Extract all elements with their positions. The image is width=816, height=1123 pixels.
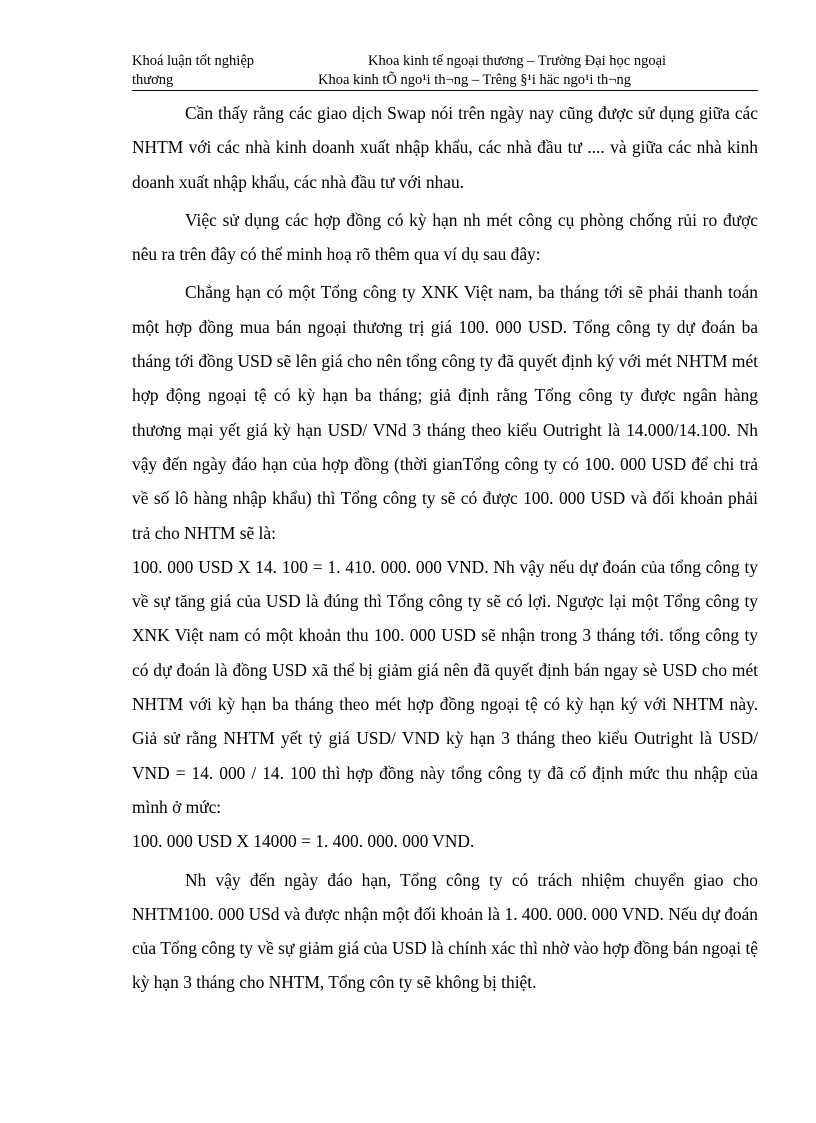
paragraph-forward-contracts-intro: Việc sử dụng các hợp đồng có kỳ hạn nh mét công cụ phòng chống rủi ro được nêu ra trên đây có thể minh hoạ rõ thêm qua ví dụ sau đây: bbox=[132, 209, 758, 265]
header-title-left: Khoá luận tốt nghiệp bbox=[132, 53, 255, 69]
header-title-right: Khoa kinh tế ngoại thương – Trường Đại học ngoại bbox=[368, 53, 667, 69]
document-body bbox=[132, 96, 758, 1000]
page-header bbox=[132, 52, 758, 92]
paragraph-swap-usage: Cần thấy rằng các giao dịch Swap nói trên ngày nay cũng được sử dụng giữa các NHTM với các nhà kinh doanh xuất nhập khẩu, các nhà đầu tư .... và giữa các nhà kinh doanh xuất nhập khẩu, các nhà đầu tư với nhau. bbox=[132, 103, 758, 192]
paragraph-calculation-sell: 100. 000 USD X 14000 = 1. 400. 000. 000 VND. bbox=[132, 831, 475, 852]
paragraph-conclusion: Nh vậy đến ngày đáo hạn, Tổng công ty có trách nhiệm chuyển giao cho NHTM100. 000 USd và được nhận một đối khoản là 1. 400. 000. 000 VND. Nếu dự đoán của Tổng công ty về sự giảm giá của USD là chính xác thì nhờ vào hợp đồng bán ngoại tệ kỳ hạn 3 tháng cho NHTM, Tổng côn ty sẽ không bị thiệt. bbox=[132, 869, 758, 993]
header-title-right-garbled: Khoa kinh tÕ ngo¹i th¬ng – Trêng §¹i häc ngo¹i th¬ng bbox=[318, 72, 631, 88]
paragraph-calculation-buy: 100. 000 USD X 14. 100 = 1. 410. 000. 000 VND. Nh vậy nếu dự đoán của tổng công ty về sự tăng giá của USD là đúng thì Tổng công ty sẽ có lợi. Ngược lại một Tổng công ty XNK Việt nam có một khoản thu 100. 000 USD sẽ nhận trong 3 tháng tới. tổng công ty có dự đoán là đồng USD xã thể bị giảm giá nên đã quyết định bán ngay sè USD cho mét NHTM với kỳ hạn ba tháng theo mét hợp đồng ngoại tệ có kỳ hạn ký với NHTM này. Giả sử rằng NHTM yết tỷ giá USD/ VND kỳ hạn 3 tháng theo kiểu Outright là USD/ VND = 14. 000 / 14. 100 thì hợp đồng này tổng công ty đã cố định mức thu nhập của mình ở mức: bbox=[132, 556, 758, 817]
header-title-left-continued: thương bbox=[132, 72, 174, 88]
header-divider bbox=[132, 90, 758, 91]
paragraph-example-import: Chẳng hạn có một Tổng công ty XNK Việt nam, ba tháng tới sẽ phải thanh toán một hợp đồng mua bán ngoại thương trị giá 100. 000 USD. Tổng công ty dự đoán ba tháng tới đồng USD sẽ lên giá cho nên tổng công ty đã quyết định ký với mét NHTM mét hợp động ngoại tệ có kỳ hạn ba tháng; giả định rằng Tổng công ty được ngân hàng thương mại yết giá kỳ hạn USD/ VNd 3 tháng theo kiểu Outright là 14.000/14.100. Nh vậy đến ngày đáo hạn của hợp đồng (thời gianTổng công ty có 100. 000 USD để chi trả về số lô hàng nhập khẩu) thì Tổng công ty sẽ có được 100. 000 USD và đối khoản phải trả cho NHTM sẽ là: bbox=[132, 282, 758, 543]
